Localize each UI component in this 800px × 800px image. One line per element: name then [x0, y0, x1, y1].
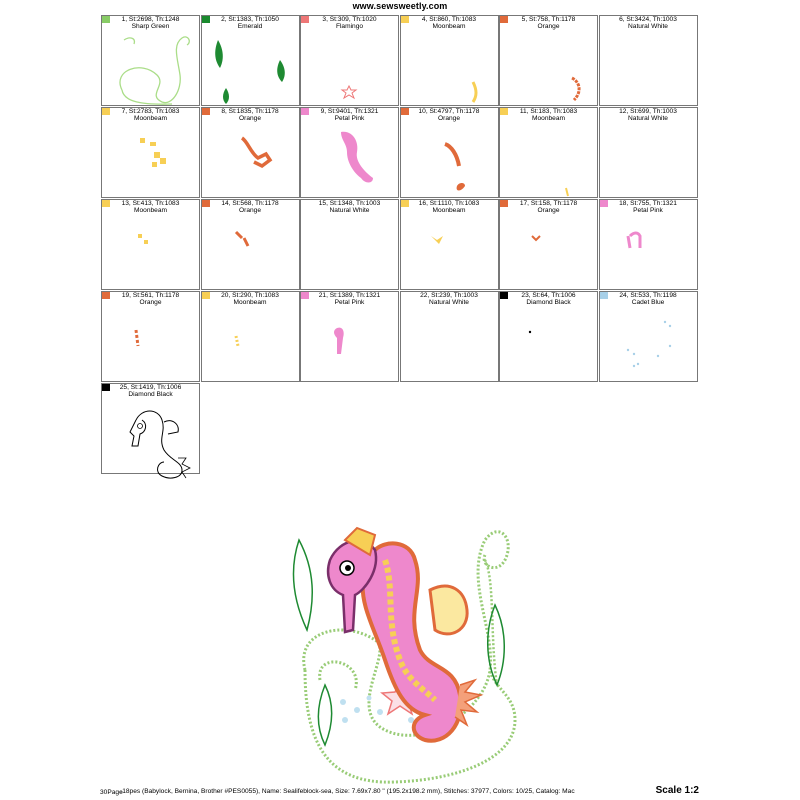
color-cell-stats: 16, St:1110, Th:1083	[418, 200, 480, 207]
color-cell	[400, 15, 499, 106]
footer-page-label: 30Page	[100, 789, 123, 796]
color-cell-thread-name: Natural White	[429, 299, 469, 306]
color-cell-stats: 25, St:1419, Th:1006	[119, 384, 182, 391]
color-cell-thread-name: Petal Pink	[334, 115, 365, 122]
color-cell-stats: 19, St:561, Th:1178	[121, 292, 180, 299]
color-swatch	[600, 108, 608, 115]
stitch-preview	[600, 306, 697, 381]
color-swatch	[401, 108, 409, 115]
stitch-preview	[500, 30, 597, 105]
color-swatch	[301, 108, 309, 115]
color-cell-thread-name: Natural White	[329, 207, 370, 214]
color-cell-stats: 11, St:183, Th:1083	[519, 108, 578, 115]
color-cell-header	[600, 108, 697, 124]
color-cell	[499, 291, 598, 382]
color-swatch	[102, 292, 110, 299]
color-swatch	[102, 384, 110, 391]
color-cell-stats: 12, St:699, Th:1003	[619, 108, 677, 115]
color-swatch	[600, 200, 608, 207]
stitch-preview	[202, 122, 299, 197]
seahorse-design-preview	[285, 520, 525, 790]
color-cell-thread-name: Moonbeam	[532, 115, 565, 122]
color-cell-stats: 6, St:3424, Th:1003	[619, 16, 677, 23]
color-cell	[201, 15, 300, 106]
stitch-preview	[401, 122, 498, 197]
stitch-preview	[102, 398, 199, 473]
stitch-preview	[102, 122, 199, 197]
color-cell	[101, 383, 200, 474]
stitch-preview	[202, 214, 299, 289]
color-cell	[599, 199, 698, 290]
color-cell	[300, 107, 399, 198]
color-swatch	[600, 292, 608, 299]
color-cell-thread-name: Emerald	[237, 23, 263, 30]
color-cell-stats: 14, St:568, Th:1178	[221, 200, 279, 207]
scale-label: Scale 1:2	[655, 785, 699, 796]
stitch-preview	[102, 306, 199, 381]
color-cell-stats: 7, St:2783, Th:1083	[121, 108, 180, 115]
color-swatch	[301, 200, 309, 207]
color-cell	[599, 107, 698, 198]
color-swatch	[301, 292, 309, 299]
color-cell-stats: 5, St:758, Th:1178	[521, 16, 576, 23]
color-cell-thread-name: Orange	[537, 207, 560, 214]
color-cell	[201, 291, 300, 382]
site-url: www.sewsweetly.com	[352, 1, 448, 11]
color-cell-stats: 2, St:1383, Th:1050	[221, 16, 279, 23]
stitch-preview	[600, 214, 697, 289]
color-cell-thread-name: Natural White	[628, 115, 668, 122]
color-cell-stats: 8, St:1835, Th:1178	[221, 108, 279, 115]
color-cell-thread-name: Diamond Black	[128, 391, 173, 398]
color-cell-stats: 18, St:755, Th:1321	[619, 200, 677, 207]
color-cell	[499, 199, 598, 290]
color-cell	[300, 199, 399, 290]
color-cell	[599, 15, 698, 106]
color-swatch	[202, 108, 210, 115]
color-cell	[101, 291, 200, 382]
color-cell-stats: 4, St:860, Th:1083	[421, 16, 477, 23]
color-cell	[400, 199, 499, 290]
stitch-preview	[202, 306, 299, 381]
color-cell	[400, 291, 499, 382]
color-cell-stats: 24, St:533, Th:1198	[619, 292, 677, 299]
stitch-preview	[102, 214, 199, 289]
color-cell-thread-name: Flamingo	[335, 23, 364, 30]
color-cell-stats: 10, St:4797, Th:1178	[418, 108, 480, 115]
color-cell-stats: 1, St:2698, Th:1248	[121, 16, 180, 23]
color-swatch	[202, 292, 210, 299]
color-cell-thread-name: Orange	[239, 115, 261, 122]
color-cell-stats: 23, St:64, Th:1006	[521, 292, 576, 299]
color-cell-thread-name: Orange	[438, 115, 460, 122]
stitch-preview	[202, 30, 299, 105]
stitch-preview	[102, 30, 199, 105]
color-swatch	[202, 16, 210, 23]
color-cell	[400, 107, 499, 198]
color-cell-header	[301, 200, 398, 216]
color-cell-header	[600, 16, 697, 32]
color-cell	[499, 107, 598, 198]
color-cell-thread-name: Moonbeam	[432, 207, 466, 214]
color-cell-thread-name: Diamond Black	[526, 299, 571, 306]
color-swatch	[500, 16, 508, 23]
color-swatch	[102, 200, 110, 207]
stitch-preview	[500, 122, 597, 197]
color-cell-stats: 22, St:239, Th:1003	[420, 292, 478, 299]
color-cell-stats: 3, St:309, Th:1020	[322, 16, 377, 23]
stitch-preview	[301, 30, 398, 105]
color-cell	[300, 15, 399, 106]
color-sequence-grid	[101, 15, 698, 478]
color-swatch	[500, 200, 508, 207]
stitch-preview	[301, 122, 398, 197]
stitch-preview	[500, 306, 597, 381]
color-swatch	[500, 292, 508, 299]
color-cell-thread-name: Orange	[537, 23, 560, 30]
color-cell-thread-name: Cadet Blue	[631, 299, 665, 306]
footer-design-info: -18pes (Babylock, Bernina, Brother #PES0055), Name: Sealifeblock-sea, Size: 7.69x7.80 " (195.2x198.2 mm), Stitches: 37977, Colors: 10/25, Catalog: Mac	[120, 788, 575, 795]
color-cell-thread-name: Petal Pink	[633, 207, 663, 214]
color-swatch	[401, 292, 409, 299]
color-cell	[499, 15, 598, 106]
color-cell-thread-name: Sharp Green	[131, 23, 170, 30]
color-cell-thread-name: Orange	[239, 207, 261, 214]
color-cell	[101, 107, 200, 198]
color-cell-thread-name: Petal Pink	[334, 299, 365, 306]
color-cell-thread-name: Orange	[139, 299, 162, 306]
color-swatch	[600, 16, 608, 23]
color-swatch	[301, 16, 309, 23]
stitch-preview	[401, 30, 498, 105]
stitch-preview	[301, 306, 398, 381]
color-cell-stats: 20, St:290, Th:1083	[221, 292, 279, 299]
color-cell-thread-name: Moonbeam	[432, 23, 466, 30]
color-cell-thread-name: Moonbeam	[134, 115, 167, 122]
color-cell	[599, 291, 698, 382]
color-cell-stats: 17, St:158, Th:1178	[519, 200, 578, 207]
color-cell-thread-name: Moonbeam	[134, 207, 167, 214]
color-swatch	[102, 108, 110, 115]
color-cell-stats: 21, St:1389, Th:1321	[318, 292, 381, 299]
stitch-preview	[401, 214, 498, 289]
stitch-preview	[500, 214, 597, 289]
color-swatch	[401, 16, 409, 23]
color-cell-header	[401, 292, 498, 308]
color-cell-stats: 15, St:1348, Th:1003	[318, 200, 381, 207]
color-swatch	[401, 200, 409, 207]
color-swatch	[202, 200, 210, 207]
color-cell	[201, 107, 300, 198]
color-cell	[101, 199, 200, 290]
color-cell	[300, 291, 399, 382]
color-cell	[101, 15, 200, 106]
color-swatch	[102, 16, 110, 23]
color-cell-thread-name: Moonbeam	[233, 299, 267, 306]
color-swatch	[500, 108, 508, 115]
color-cell-stats: 13, St:413, Th:1083	[121, 200, 180, 207]
color-cell	[201, 199, 300, 290]
color-cell-thread-name: Natural White	[628, 23, 668, 30]
color-cell-stats: 9, St:9401, Th:1321	[320, 108, 379, 115]
